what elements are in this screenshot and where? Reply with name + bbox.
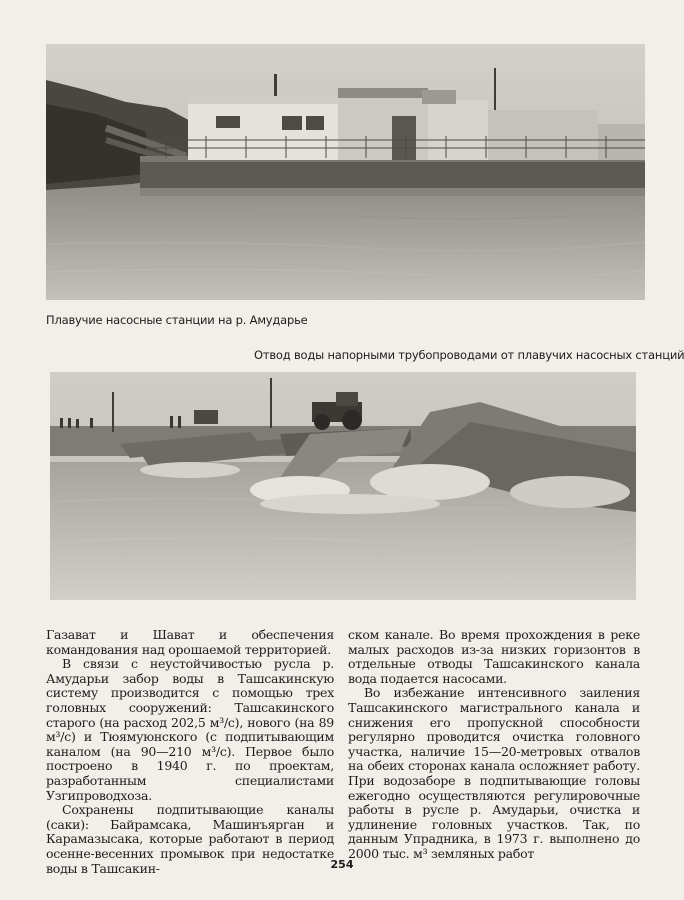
top-photo-caption: Плавучие насосные станции на р. Амударье <box>46 313 308 327</box>
text-column-left <box>46 628 334 876</box>
photo-floating-stations-drawing <box>46 44 645 300</box>
text-column-right <box>348 628 640 862</box>
floating-pump-stations-photo <box>46 44 645 300</box>
paragraph: В связи с неустойчивостью русла р. Амударьи забор воды в Ташсакинскую систему производится с помощью трех головных сооружений: Ташсакинского старого (на расход 202,5 м³/с), нового (на 89 м³/с) и Тюямуюнского (с подпитывающим каналом (на 90—210 м³/с). Первое было построено в 1940 г. по проектам, разработанным специалистами Узгипроводхоза. <box>46 656 334 803</box>
paragraph: Во избежание интенсивного заиления Ташсакинского магистрального канала и снижения его пропускной способности регулярно проводится очистка головного участка, наличие 15—20-метровых отвалов на обеих сторонах канала осложняет работу. При водозаборе в подпитывающие головы ежегодно осуществляются регулировочные работы в русле р. Амударьи, очистка и удлинение головных участков. Так, по данным Упрадника, в 1973 г. выполнено до 2000 тыс. м³ земляных работ <box>348 685 640 861</box>
paragraph: ском канале. Во время прохождения в реке малых расходов из-за низких горизонтов в отдельные отводы Ташсакинского канала вода подается насосами. <box>348 627 640 686</box>
bottom-photo-caption: Отвод воды напорными трубопроводами от плавучих насосных станций <box>254 348 684 362</box>
page-number: 254 <box>330 858 354 871</box>
paragraph: Сохранены подпитывающие каналы (саки): Байрамсака, Машинъярган и Карамазысака, которые работают в период осенне-весенних промывок при недостатке воды в Ташсакин- <box>46 802 334 876</box>
paragraph: Газават и Шават и обеспечения командования над орошаемой территорией. <box>46 627 334 657</box>
photo-pipelines-drawing <box>50 372 636 600</box>
pressure-pipelines-photo <box>50 372 636 600</box>
